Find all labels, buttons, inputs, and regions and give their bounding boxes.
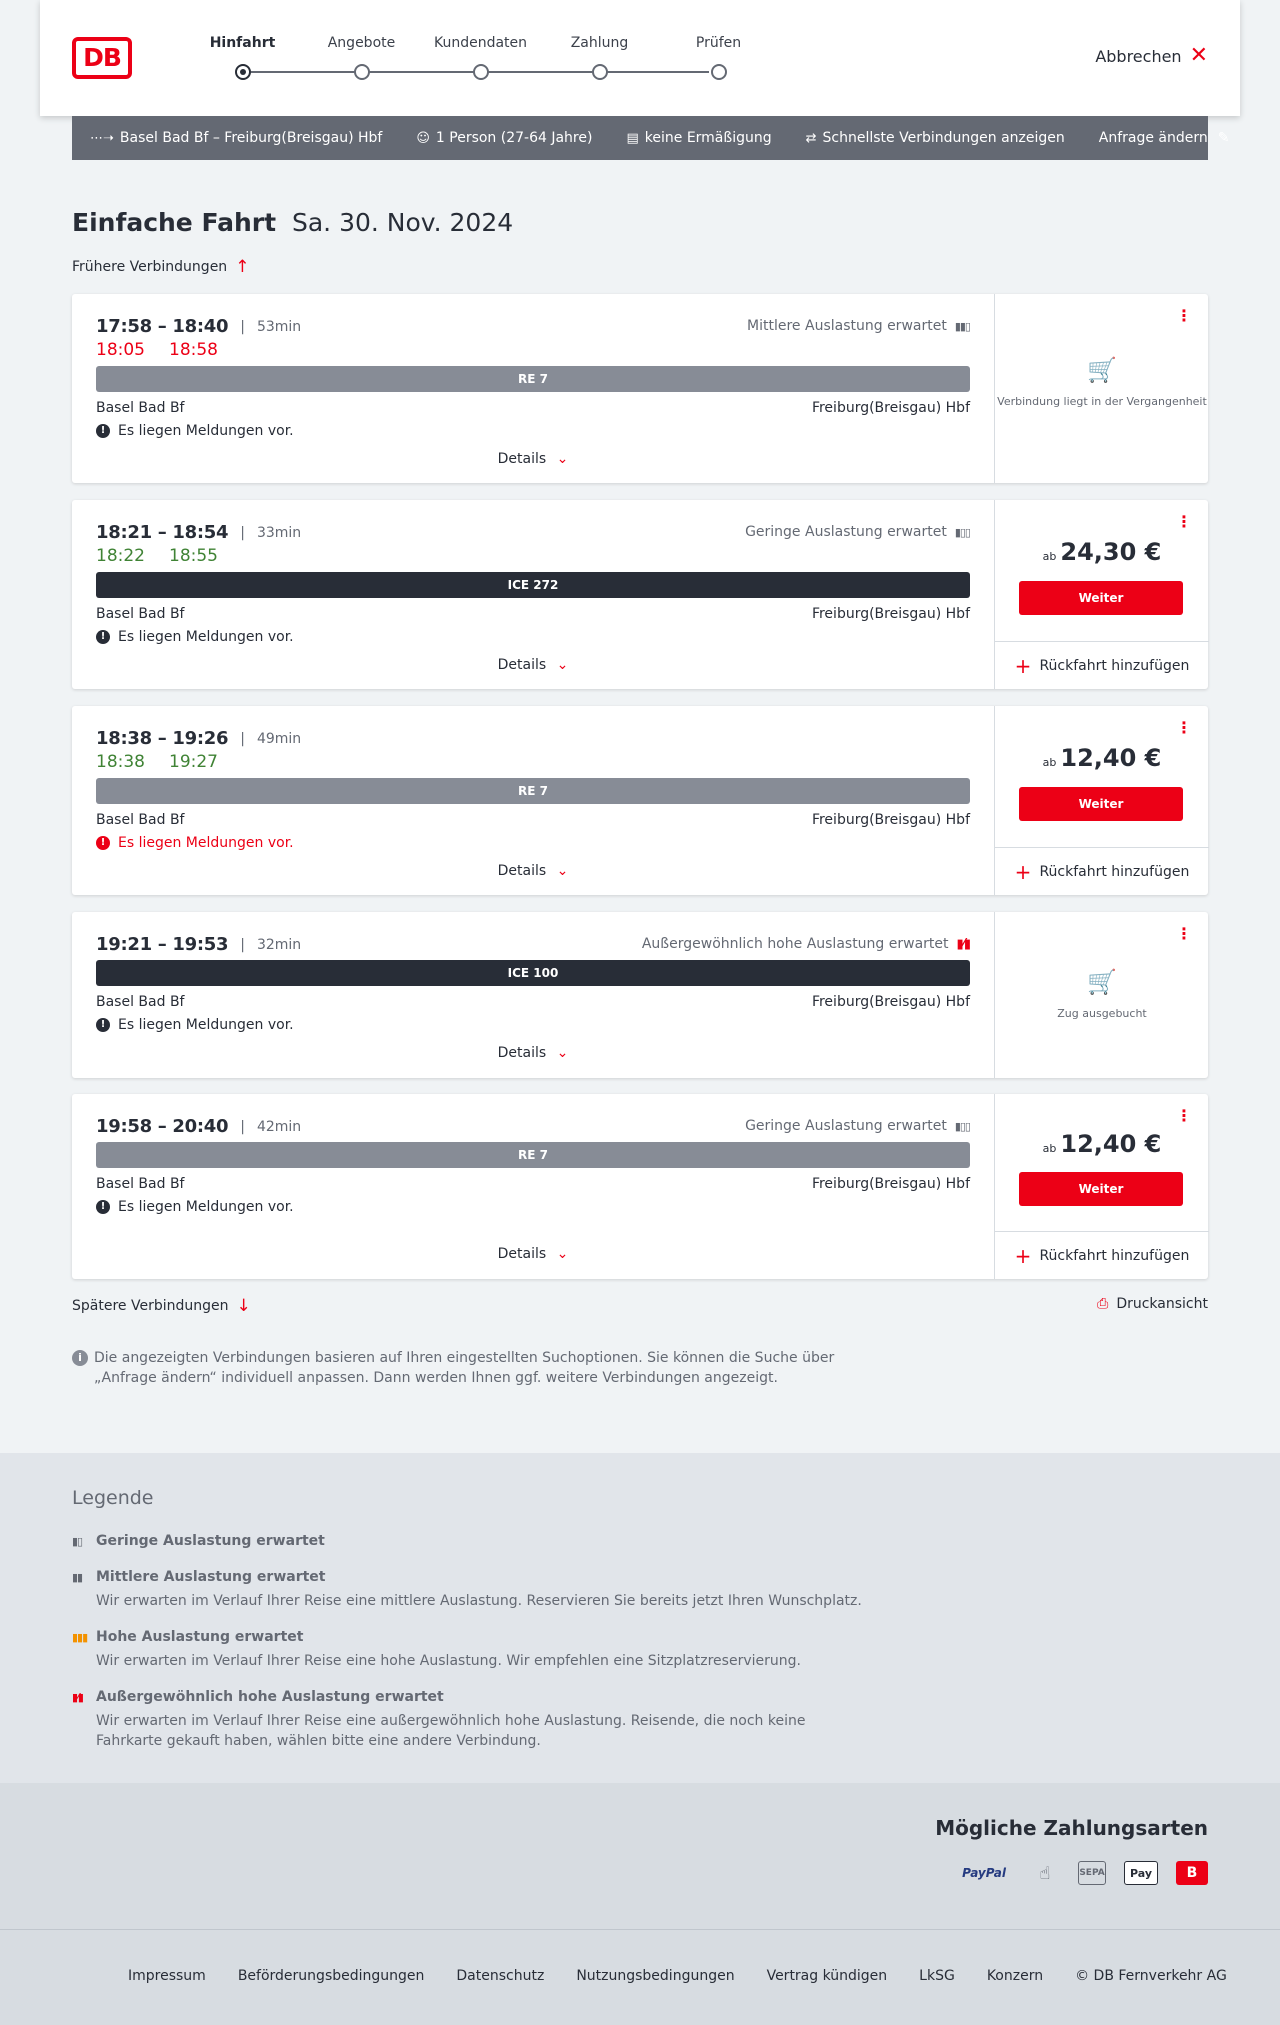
connection-times [96, 522, 301, 543]
planned-times: 18:21 – 18:54 [96, 522, 229, 543]
stations [96, 1176, 970, 1192]
footer-link-befoerderungsbedingungen[interactable]: Beförderungsbedingungen [237, 1968, 425, 1984]
message-notice [96, 629, 294, 645]
departure-station: Basel Bad Bf [96, 606, 185, 622]
offer-panel [994, 706, 1208, 895]
credit-card-icon: ☝ [1039, 1862, 1051, 1884]
price-prefix: ab [1042, 550, 1057, 563]
more-options-icon[interactable]: ⋮ [1176, 512, 1192, 531]
connection-card [72, 1094, 1208, 1279]
occupancy-label: Geringe Auslastung erwartet [745, 524, 947, 540]
details-toggle[interactable] [72, 451, 994, 467]
message-notice [96, 1199, 294, 1215]
divider: | [240, 524, 245, 541]
payment-methods [0, 1783, 1280, 1929]
realtime-arrival: 18:55 [169, 546, 218, 566]
print-view-button[interactable] [1097, 1296, 1208, 1312]
planned-times: 19:21 – 19:53 [96, 934, 229, 955]
legend-item [72, 1689, 872, 1751]
message-notice [96, 423, 294, 439]
stations [96, 606, 970, 622]
connection-details [72, 912, 994, 1078]
info-text: Die angezeigten Verbindungen basieren auf Ihren eingestellten Suchoptionen. Sie können die Suche über „Anfrage ändern“ individuell anpassen. Dann werden Ihnen ggf. weitere Verbindungen angezeigt. [94, 1350, 835, 1386]
legend-item-title: Geringe Auslastung erwartet [96, 1533, 325, 1549]
route-label: Basel Bad Bf – Freiburg(Breisgau) Hbf [119, 130, 383, 146]
persons-summary[interactable] [416, 130, 592, 146]
print-label: Druckansicht [1116, 1296, 1208, 1312]
price-prefix: ab [1042, 756, 1057, 769]
occupancy-info [745, 1118, 970, 1134]
price-value: 12,40 € [1060, 744, 1162, 772]
realtime-departure: 18:05 [96, 340, 145, 360]
legend-title: Legende [72, 1487, 154, 1509]
occupancy-legend [0, 1453, 1280, 1783]
price [995, 538, 1209, 566]
step-dot [354, 64, 370, 80]
step-kundendaten[interactable] [418, 32, 543, 80]
occupancy-label: Mittlere Auslastung erwartet [747, 318, 947, 334]
travel-date: Sa. 30. Nov. 2024 [291, 208, 514, 237]
db-logo[interactable]: DB [72, 37, 132, 79]
step-label: Hinfahrt [209, 35, 276, 51]
footer-links [128, 1968, 1227, 1984]
realtime-departure: 18:38 [96, 752, 145, 772]
details-toggle[interactable] [72, 1045, 994, 1061]
more-options-icon[interactable]: ⋮ [1176, 718, 1192, 737]
legend-item-title: Hohe Auslastung erwartet [96, 1629, 304, 1645]
chevron-down-icon: ⌄ [556, 1246, 569, 1262]
chevron-down-icon: ⌄ [556, 863, 569, 879]
footer-link-konzern[interactable]: Konzern [986, 1968, 1044, 1984]
exclamation-icon: ! [96, 1018, 110, 1032]
footer-link-vertrag-kuendigen[interactable]: Vertrag kündigen [766, 1968, 888, 1984]
footer-link-lksg[interactable]: LkSG [919, 1968, 955, 1984]
continue-button[interactable]: Weiter [1019, 1172, 1183, 1206]
sliders-icon: ⇄ [805, 130, 817, 146]
connection-times [96, 1116, 301, 1137]
message-text: Es liegen Meldungen vor. [118, 1199, 294, 1215]
continue-button[interactable]: Weiter [1019, 787, 1183, 821]
offer-panel [994, 1094, 1208, 1279]
legend-item [72, 1533, 872, 1549]
more-options-icon[interactable]: ⋮ [1176, 306, 1192, 325]
legend-item [72, 1629, 872, 1671]
page-title [72, 208, 513, 237]
legend-item-title: Mittlere Auslastung erwartet [96, 1569, 326, 1585]
realtime-times [96, 340, 218, 360]
arrival-station: Freiburg(Breisgau) Hbf [811, 1176, 970, 1192]
step-dot [711, 64, 727, 80]
arrival-station: Freiburg(Breisgau) Hbf [811, 994, 970, 1010]
divider: | [240, 730, 245, 747]
route-arrow-icon: ⋯➝ [90, 130, 114, 146]
planned-times: 17:58 – 18:40 [96, 316, 229, 337]
details-label: Details [497, 451, 547, 467]
progress-steps [180, 32, 780, 92]
connection-details [72, 294, 994, 483]
train-bar[interactable]: RE 7 [96, 1142, 970, 1168]
details-label: Details [497, 1045, 547, 1061]
info-icon: i [72, 1350, 88, 1366]
add-return-label: Rückfahrt hinzufügen [1039, 863, 1190, 880]
step-hinfahrt[interactable] [180, 32, 305, 80]
departure-station: Basel Bad Bf [96, 994, 185, 1010]
add-return-label: Rückfahrt hinzufügen [1039, 657, 1190, 674]
exclamation-icon: ! [96, 424, 110, 438]
realtime-times [96, 546, 218, 566]
connection-details [72, 500, 994, 689]
stations [96, 400, 970, 416]
details-label: Details [497, 863, 547, 879]
add-return-label: Rückfahrt hinzufügen [1039, 1247, 1190, 1264]
discount-label: keine Ermäßigung [644, 130, 772, 146]
occupancy-medium-icon: ▮▮ [72, 1570, 83, 1584]
fastest-connections-toggle[interactable] [806, 130, 1065, 146]
connection-card [72, 500, 1208, 689]
occupancy-low-icon: ▮▯ [72, 1534, 83, 1548]
occupancy-info [745, 524, 970, 540]
connection-card [72, 912, 1208, 1078]
step-zahlung[interactable] [537, 32, 662, 80]
arrow-up-icon: ↑ [235, 257, 250, 277]
later-label: Spätere Verbindungen [72, 1298, 229, 1314]
price-prefix: ab [1042, 1142, 1057, 1155]
message-text: Es liegen Meldungen vor. [118, 1017, 294, 1033]
apple-pay-icon: Pay [1124, 1861, 1158, 1885]
footer-link-nutzungsbedingungen[interactable]: Nutzungsbedingungen [576, 1968, 735, 1984]
plus-icon: + [1014, 653, 1032, 678]
cancel-label: Abbrechen [1095, 46, 1182, 66]
divider: | [240, 936, 245, 953]
stations [96, 812, 970, 828]
later-connections-button[interactable] [72, 1296, 251, 1316]
pencil-icon: ✎ [1217, 130, 1230, 146]
cancel-button[interactable] [1095, 43, 1208, 68]
legend-item-desc: Wir erwarten im Verlauf Ihrer Reise eine mittlere Auslastung. Reservieren Sie bereits jetzt Ihren Wunschplatz. [96, 1593, 862, 1609]
chevron-down-icon: ⌄ [556, 1045, 569, 1061]
offer-panel [994, 500, 1208, 689]
arrow-down-icon: ↓ [236, 1296, 251, 1316]
unavailable-notice [995, 356, 1209, 410]
occupancy-info [642, 936, 970, 952]
train-bar[interactable]: ICE 100 [96, 960, 970, 986]
price-value: 24,30 € [1060, 538, 1162, 566]
price-value: 12,40 € [1060, 1130, 1162, 1158]
sepa-icon: SEPA [1078, 1861, 1106, 1885]
more-options-icon[interactable]: ⋮ [1176, 924, 1192, 943]
step-label: Angebote [327, 35, 396, 51]
booking-header [40, 0, 1240, 116]
message-text: Es liegen Meldungen vor. [118, 423, 294, 439]
exclamation-icon: ! [96, 1200, 110, 1214]
plus-icon: + [1014, 859, 1032, 884]
realtime-arrival: 19:27 [169, 752, 218, 772]
details-toggle[interactable] [72, 863, 994, 879]
paypal-icon: PayPal [962, 1866, 1006, 1880]
search-info-note [72, 1348, 852, 1388]
planned-times: 18:38 – 19:26 [96, 728, 229, 749]
bahncard-icon: ▤ [626, 130, 639, 146]
earlier-connections-button[interactable] [72, 257, 249, 277]
chevron-down-icon: ⌄ [556, 451, 569, 467]
continue-button[interactable]: Weiter [1019, 581, 1183, 615]
unavailable-notice [995, 968, 1209, 1022]
printer-icon: ⎙ [1097, 1296, 1109, 1312]
add-return-button[interactable] [995, 1231, 1209, 1279]
add-return-button[interactable] [995, 641, 1209, 689]
departure-station: Basel Bad Bf [96, 400, 185, 416]
step-label: Prüfen [695, 35, 742, 51]
arrival-station: Freiburg(Breisgau) Hbf [811, 606, 970, 622]
duration: 32min [256, 936, 302, 953]
train-bar[interactable]: ICE 272 [96, 572, 970, 598]
fastest-label: Schnellste Verbindungen anzeigen [822, 130, 1065, 146]
arrival-station: Freiburg(Breisgau) Hbf [811, 400, 970, 416]
step-label: Zahlung [570, 35, 629, 51]
details-toggle[interactable] [72, 1246, 994, 1262]
occupancy-low-icon: ▮▯▯ [954, 525, 970, 539]
footer-link-datenschutz[interactable]: Datenschutz [456, 1968, 545, 1984]
arrival-station: Freiburg(Breisgau) Hbf [811, 812, 970, 828]
occupancy-exceptional-icon: ▮⁄▮ [956, 936, 970, 952]
occupancy-high-icon: ▮▮▮ [72, 1630, 88, 1644]
unavailable-text: Verbindung liegt in der Vergangenheit [997, 395, 1207, 408]
duration: 49min [256, 730, 302, 747]
planned-times: 19:58 – 20:40 [96, 1116, 229, 1137]
departure-station: Basel Bad Bf [96, 812, 185, 828]
occupancy-exceptional-icon: ▮⁄▮ [72, 1690, 83, 1704]
connection-card [72, 706, 1208, 895]
connection-card [72, 294, 1208, 483]
trip-type: Einfache Fahrt [72, 208, 277, 237]
step-dot-active [235, 64, 251, 80]
person-icon: ☺ [416, 130, 430, 146]
realtime-departure: 18:22 [96, 546, 145, 566]
exclamation-icon: ! [96, 630, 110, 644]
earlier-label: Frühere Verbindungen [72, 259, 228, 275]
message-text: Es liegen Meldungen vor. [118, 629, 294, 645]
connection-details [72, 1094, 994, 1279]
connection-times [96, 728, 301, 749]
offer-panel [994, 294, 1208, 483]
details-label: Details [497, 657, 547, 673]
details-label: Details [497, 1246, 547, 1262]
discount-summary[interactable] [626, 130, 771, 146]
cart-unavailable-icon: 🛒 [1087, 968, 1117, 996]
occupancy-label: Geringe Auslastung erwartet [745, 1118, 947, 1134]
occupancy-label: Außergewöhnlich hohe Auslastung erwartet [641, 936, 949, 952]
legend-item-desc: Wir erwarten im Verlauf Ihrer Reise eine hohe Auslastung. Wir empfehlen eine Sitzplatzreservierung. [96, 1653, 801, 1669]
change-label: Anfrage ändern [1098, 130, 1208, 146]
step-dot [473, 64, 489, 80]
train-bar[interactable]: RE 7 [96, 778, 970, 804]
duration: 53min [256, 318, 302, 335]
connection-details [72, 706, 994, 895]
duration: 42min [256, 1118, 302, 1135]
step-angebote[interactable] [299, 32, 424, 80]
route-summary[interactable] [90, 130, 382, 146]
offer-panel [994, 912, 1208, 1078]
step-label: Kundendaten [433, 35, 528, 51]
payment-icons [956, 1861, 1208, 1885]
step-dot [592, 64, 608, 80]
add-return-button[interactable] [995, 847, 1209, 895]
message-notice [96, 1017, 294, 1033]
occupancy-low-icon: ▮▯▯ [954, 1119, 970, 1133]
divider: | [240, 318, 245, 335]
persons-label: 1 Person (27-64 Jahre) [435, 130, 593, 146]
exclamation-icon: ! [96, 836, 110, 850]
legend-item [72, 1569, 872, 1611]
departure-station: Basel Bad Bf [96, 1176, 185, 1192]
occupancy-info [747, 318, 970, 334]
change-request-button[interactable] [1099, 130, 1230, 146]
footer-link-impressum[interactable]: Impressum [128, 1968, 206, 1984]
train-bar[interactable]: RE 7 [96, 366, 970, 392]
step-pruefen[interactable] [656, 32, 781, 80]
footer [0, 1929, 1280, 2025]
cart-unavailable-icon: 🛒 [1087, 356, 1117, 384]
plus-icon: + [1014, 1243, 1032, 1268]
price [995, 744, 1209, 772]
connection-times [96, 316, 301, 337]
connection-times [96, 934, 301, 955]
more-options-icon[interactable]: ⋮ [1176, 1106, 1192, 1125]
stations [96, 994, 970, 1010]
details-toggle[interactable] [72, 657, 994, 673]
legend-item-title: Außergewöhnlich hohe Auslastung erwartet [96, 1689, 444, 1705]
duration: 33min [256, 524, 302, 541]
payment-title: Mögliche Zahlungsarten [935, 1816, 1208, 1840]
chevron-down-icon: ⌄ [556, 657, 569, 673]
realtime-arrival: 18:58 [169, 340, 218, 360]
footer-copyright: © DB Fernverkehr AG [1075, 1968, 1227, 1984]
db-card-icon: B [1176, 1861, 1208, 1885]
unavailable-text: Zug ausgebucht [1057, 1007, 1147, 1020]
legend-item-desc: Wir erwarten im Verlauf Ihrer Reise eine außergewöhnlich hohe Auslastung. Reisende, die noch keine Fahrkarte gekauft haben, wählen bitte eine andere Verbindung. [96, 1713, 806, 1749]
divider: | [240, 1118, 245, 1135]
occupancy-medium-icon: ▮▮▯ [954, 319, 970, 333]
close-icon: ✕ [1189, 43, 1208, 68]
realtime-times [96, 752, 218, 772]
message-text: Es liegen Meldungen vor. [118, 835, 294, 851]
message-notice-warning [96, 835, 294, 851]
search-summary-bar [72, 116, 1230, 160]
price [995, 1130, 1209, 1158]
